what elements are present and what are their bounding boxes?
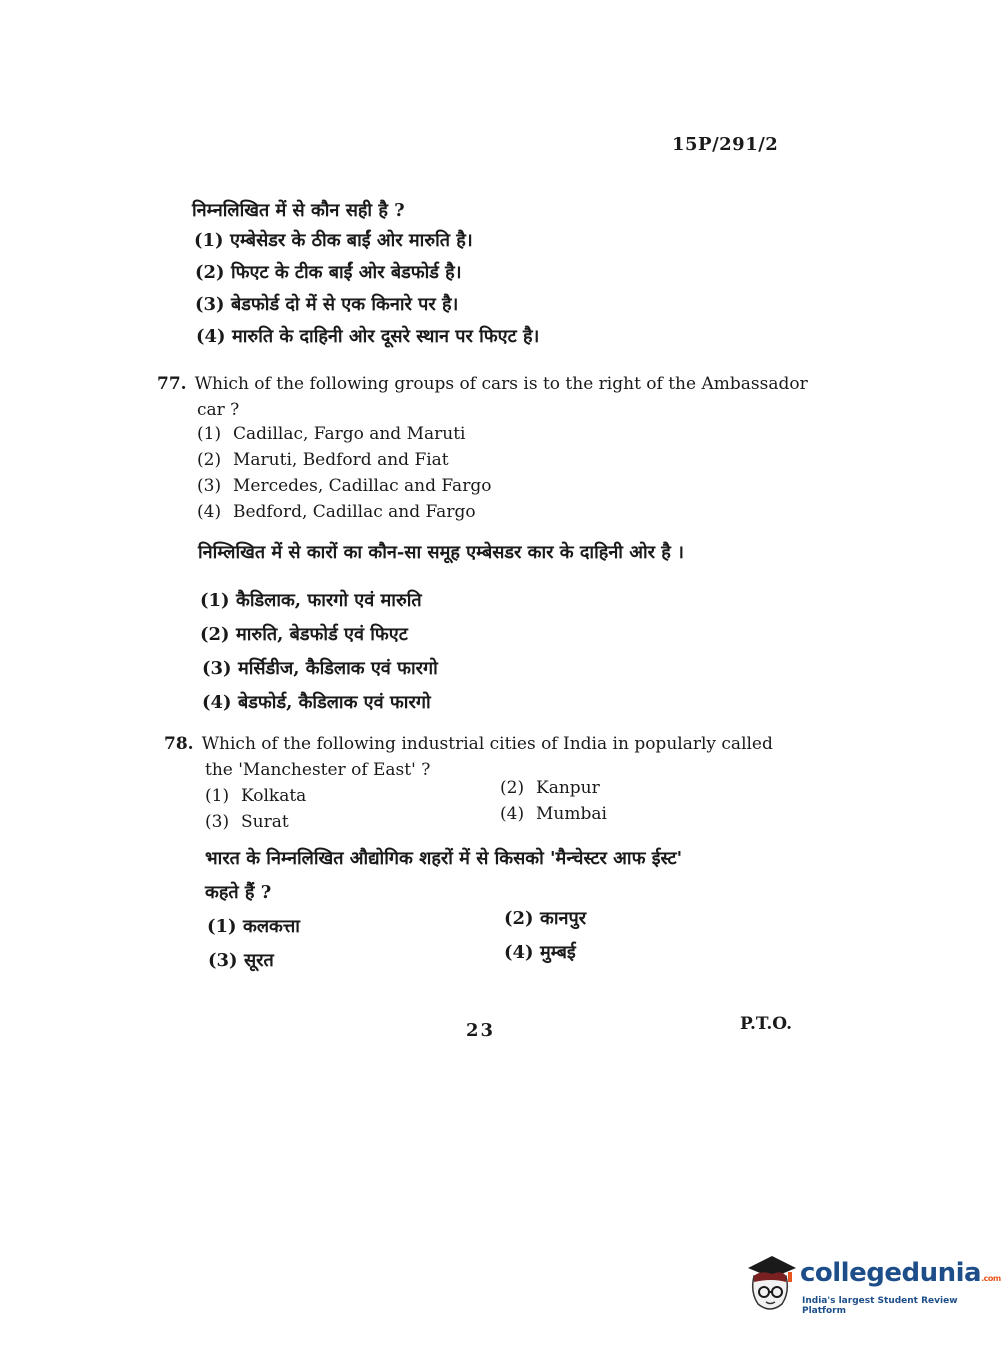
q76-hindi-option-4: (4) मारुति के दाहिनी ओर दूसरे स्थान पर फिएट है। — [196, 326, 540, 347]
q77-hindi-option-1: (1) कैडिलाक, फारगो एवं मारुति — [200, 590, 422, 611]
q77-option-3: (3) Mercedes, Cadillac and Fargo — [197, 476, 492, 496]
q77-hindi-question: निम्लिखित में से कारों का कौन-सा समूह एम्बेसडर कार के दाहिनी ओर है । — [198, 542, 684, 563]
q78-hindi-option-3: (3) सूरत — [208, 950, 274, 971]
q77-hindi-option-4: (4) बेडफोर्ड, कैडिलाक एवं फारगो — [202, 692, 431, 713]
q77-question: 77. Which of the following groups of cars is to the right of the Ambassador — [157, 374, 808, 394]
q76-hindi-option-1: (1) एम्बेसेडर के ठीक बाईं ओर मारुति है। — [194, 230, 473, 251]
q78-hindi-question-cont: कहते हैं ? — [205, 882, 272, 903]
q76-hindi-option-2: (2) फिएट के टीक बाईं ओर बेडफोर्ड है। — [195, 262, 462, 283]
q78-option-2: (2) Kanpur — [500, 778, 600, 798]
q76-hindi-question: निम्नलिखित में से कौन सही है ? — [192, 200, 405, 221]
q77-option-2: (2) Maruti, Bedford and Fiat — [197, 450, 449, 470]
logo-wordmark: collegedunia.com — [800, 1258, 1001, 1288]
q77-question-cont: car ? — [197, 400, 240, 420]
q78-hindi-question: भारत के निम्नलिखित औद्योगिक शहरों में से किसको 'मैन्चेस्टर आफ ईस्ट' — [205, 848, 683, 869]
pto-label: P.T.O. — [740, 1014, 792, 1034]
q78-question: 78. Which of the following industrial cities of India in popularly called — [164, 734, 773, 754]
collegedunia-logo — [742, 1250, 1001, 1320]
q77-option-4: (4) Bedford, Cadillac and Fargo — [197, 502, 476, 522]
q78-hindi-option-1: (1) कलकत्ता — [207, 916, 300, 937]
q78-option-1: (1) Kolkata — [205, 786, 307, 806]
q77-hindi-option-3: (3) मर्सिडीज, कैडिलाक एवं फारगो — [202, 658, 438, 679]
q77-option-1: (1) Cadillac, Fargo and Maruti — [197, 424, 466, 444]
q78-hindi-option-2: (2) कानपुर — [504, 908, 587, 929]
q78-hindi-option-4: (4) मुम्बई — [504, 942, 576, 963]
q77-hindi-option-2: (2) मारुति, बेडफोर्ड एवं फिएट — [200, 624, 408, 645]
logo-tagline: India's largest Student Review Platform — [802, 1296, 958, 1316]
q76-hindi-option-3: (3) बेडफोर्ड दो में से एक किनारे पर है। — [195, 294, 459, 315]
student-mascot-icon — [742, 1250, 798, 1316]
q78-option-3: (3) Surat — [205, 812, 289, 832]
page-number: 23 — [466, 1020, 496, 1041]
q78-option-4: (4) Mumbai — [500, 804, 607, 824]
paper-code: 15P/291/2 — [672, 134, 779, 155]
q78-question-cont: the 'Manchester of East' ? — [205, 760, 431, 780]
